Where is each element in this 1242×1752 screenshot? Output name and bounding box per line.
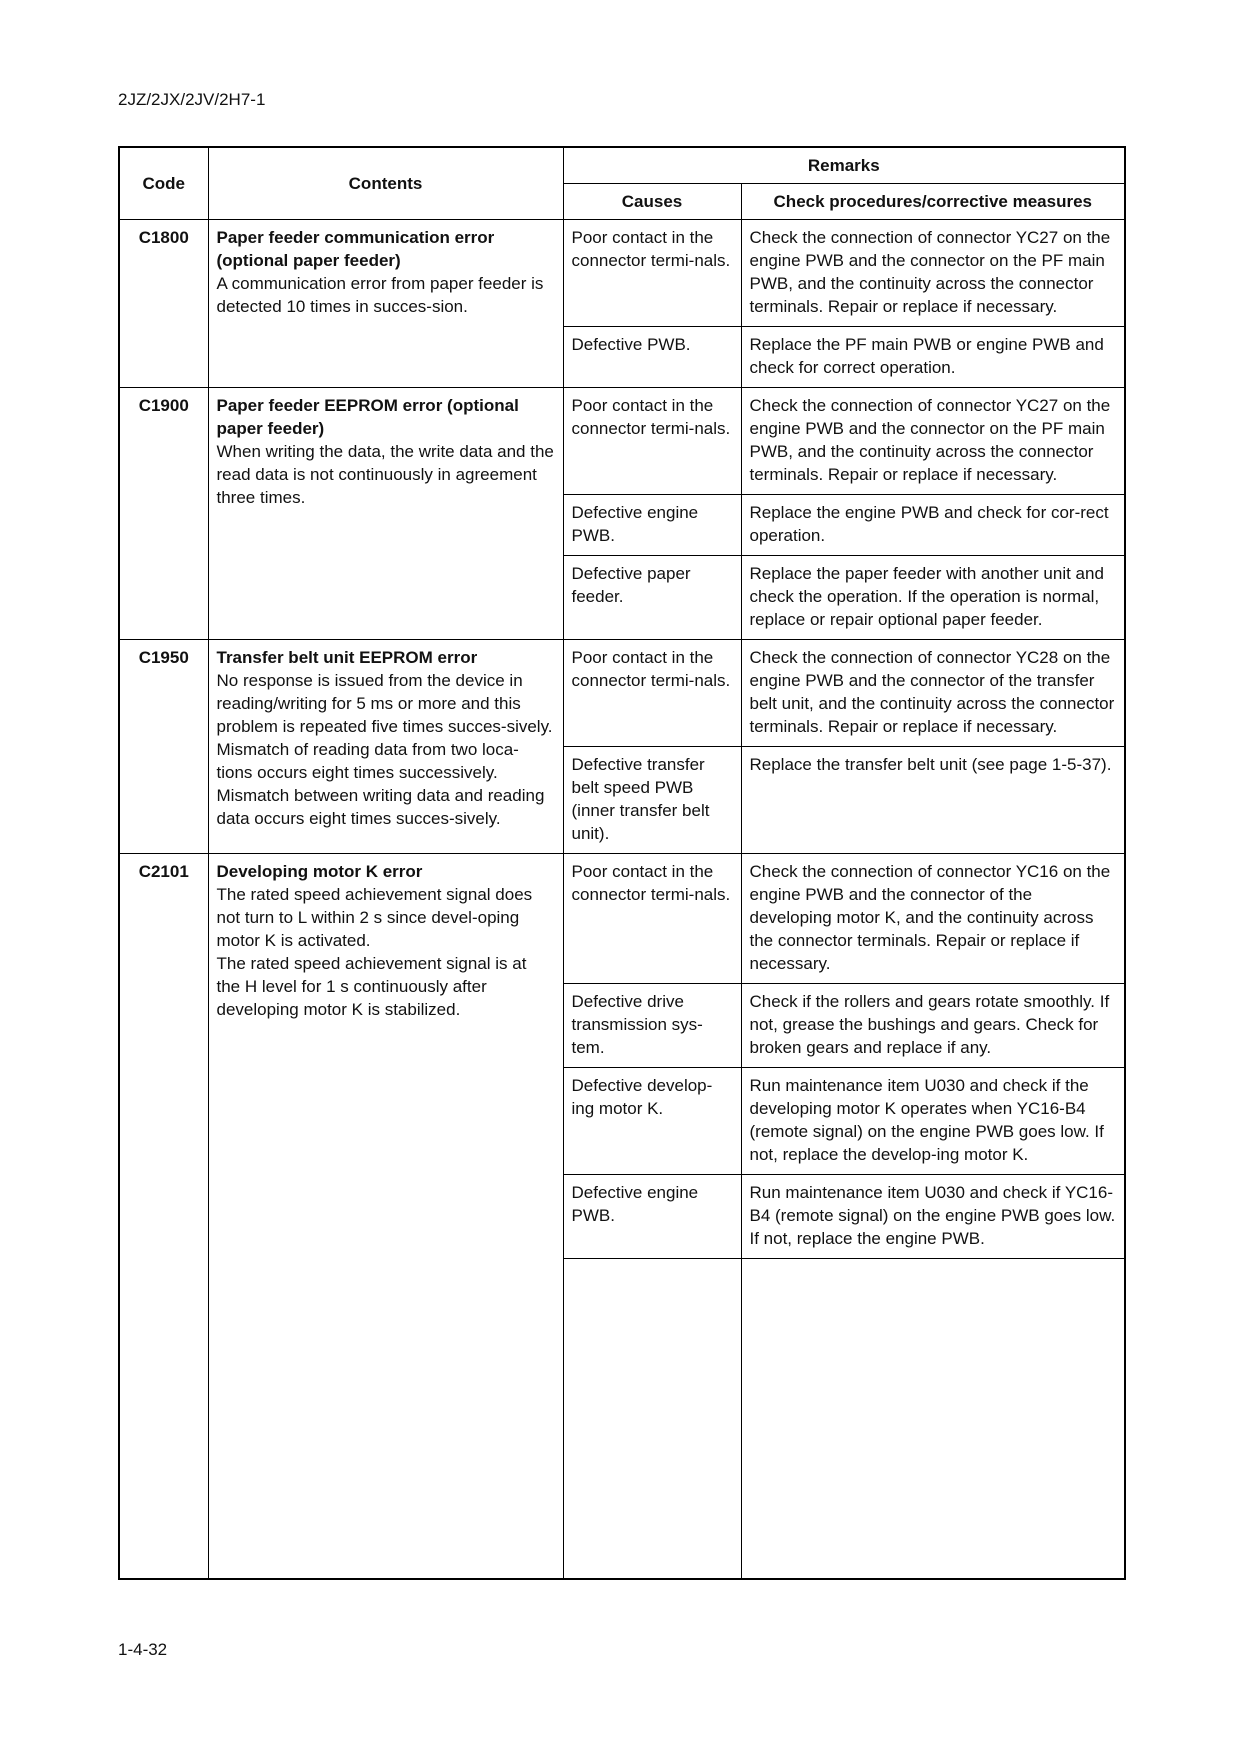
error-description: No response is issued from the device in reading/writing for 5 ms or more and this problem is repeated five times succes-sively. — [216, 670, 553, 736]
check-procedure-cell: Replace the transfer belt unit (see page 1-5-37). — [741, 746, 1125, 853]
error-title: Paper feeder EEPROM error (optional paper feeder) — [216, 395, 519, 438]
cause-cell: Poor contact in the connector termi-nals. — [563, 639, 741, 746]
error-code: C1950 — [119, 639, 208, 853]
cause-cell: Defective engine PWB. — [563, 494, 741, 555]
empty-cause-cell — [563, 1258, 741, 1579]
check-procedure-cell: Run maintenance item U030 and check if the developing motor K operates when YC16-B4 (remote signal) on the engine PWB goes low. If not, replace the develop-ing motor K. — [741, 1067, 1125, 1174]
error-contents — [208, 387, 563, 639]
cause-cell: Defective PWB. — [563, 326, 741, 387]
error-title: Paper feeder communication error (optional paper feeder) — [216, 227, 495, 270]
error-code: C1900 — [119, 387, 208, 639]
error-title: Transfer belt unit EEPROM error — [216, 647, 478, 667]
error-description: When writing the data, the write data and the read data is not continuously in agreement three times. — [216, 441, 554, 507]
cause-cell: Poor contact in the connector termi-nals. — [563, 219, 741, 326]
error-description: The rated speed achievement signal does not turn to L within 2 s since devel-oping motor K is activated. — [216, 884, 533, 950]
table-row — [119, 219, 1125, 326]
table-row — [119, 387, 1125, 494]
document-id: 2JZ/2JX/2JV/2H7-1 — [118, 90, 266, 109]
header-remarks: Remarks — [563, 147, 1125, 183]
header-causes: Causes — [563, 183, 741, 219]
cause-cell: Defective engine PWB. — [563, 1174, 741, 1258]
error-contents — [208, 219, 563, 387]
error-code: C2101 — [119, 853, 208, 1579]
check-procedure-cell: Check if the rollers and gears rotate smoothly. If not, grease the bushings and gears. Check for broken gears and replace if any. — [741, 983, 1125, 1067]
table-row — [119, 639, 1125, 746]
error-code-table — [118, 146, 1126, 1580]
error-contents — [208, 853, 563, 1579]
cause-cell: Poor contact in the connector termi-nals. — [563, 387, 741, 494]
error-description: Mismatch between writing data and reading data occurs eight times succes-sively. — [216, 785, 545, 828]
header-check-procedures: Check procedures/corrective measures — [741, 183, 1125, 219]
check-procedure-cell: Replace the PF main PWB or engine PWB and check for correct operation. — [741, 326, 1125, 387]
check-procedure-cell: Check the connection of connector YC28 on the engine PWB and the connector of the transfer belt unit, and the continuity across the connector terminals. Repair or replace if necessary. — [741, 639, 1125, 746]
empty-check-cell — [741, 1258, 1125, 1579]
error-title: Developing motor K error — [216, 861, 423, 881]
check-procedure-cell: Replace the engine PWB and check for cor-rect operation. — [741, 494, 1125, 555]
error-description: A communication error from paper feeder is detected 10 times in succes-sion. — [216, 273, 544, 316]
cause-cell: Defective paper feeder. — [563, 555, 741, 639]
check-procedure-cell: Check the connection of connector YC27 on the engine PWB and the connector on the PF main PWB, and the continuity across the connector terminals. Repair or replace if necessary. — [741, 387, 1125, 494]
error-description: Mismatch of reading data from two loca-tions occurs eight times successively. — [216, 739, 519, 782]
table-row — [119, 853, 1125, 983]
error-contents — [208, 639, 563, 853]
check-procedure-cell: Check the connection of connector YC27 on the engine PWB and the connector on the PF main PWB, and the continuity across the connector terminals. Repair or replace if necessary. — [741, 219, 1125, 326]
check-procedure-cell: Replace the paper feeder with another unit and check the operation. If the operation is normal, replace or repair optional paper feeder. — [741, 555, 1125, 639]
cause-cell: Defective drive transmission sys-tem. — [563, 983, 741, 1067]
cause-cell: Poor contact in the connector termi-nals. — [563, 853, 741, 983]
error-description: The rated speed achievement signal is at the H level for 1 s continuously after developing motor K is stabilized. — [216, 953, 527, 1019]
check-procedure-cell: Run maintenance item U030 and check if YC16-B4 (remote signal) on the engine PWB goes low. If not, replace the engine PWB. — [741, 1174, 1125, 1258]
page-number: 1-4-32 — [118, 1640, 168, 1659]
cause-cell: Defective transfer belt speed PWB (inner transfer belt unit). — [563, 746, 741, 853]
check-procedure-cell: Check the connection of connector YC16 on the engine PWB and the connector of the developing motor K, and the continuity across the connector terminals. Repair or replace if necessary. — [741, 853, 1125, 983]
error-code: C1800 — [119, 219, 208, 387]
header-contents: Contents — [208, 147, 563, 219]
cause-cell: Defective develop-ing motor K. — [563, 1067, 741, 1174]
header-code: Code — [119, 147, 208, 219]
